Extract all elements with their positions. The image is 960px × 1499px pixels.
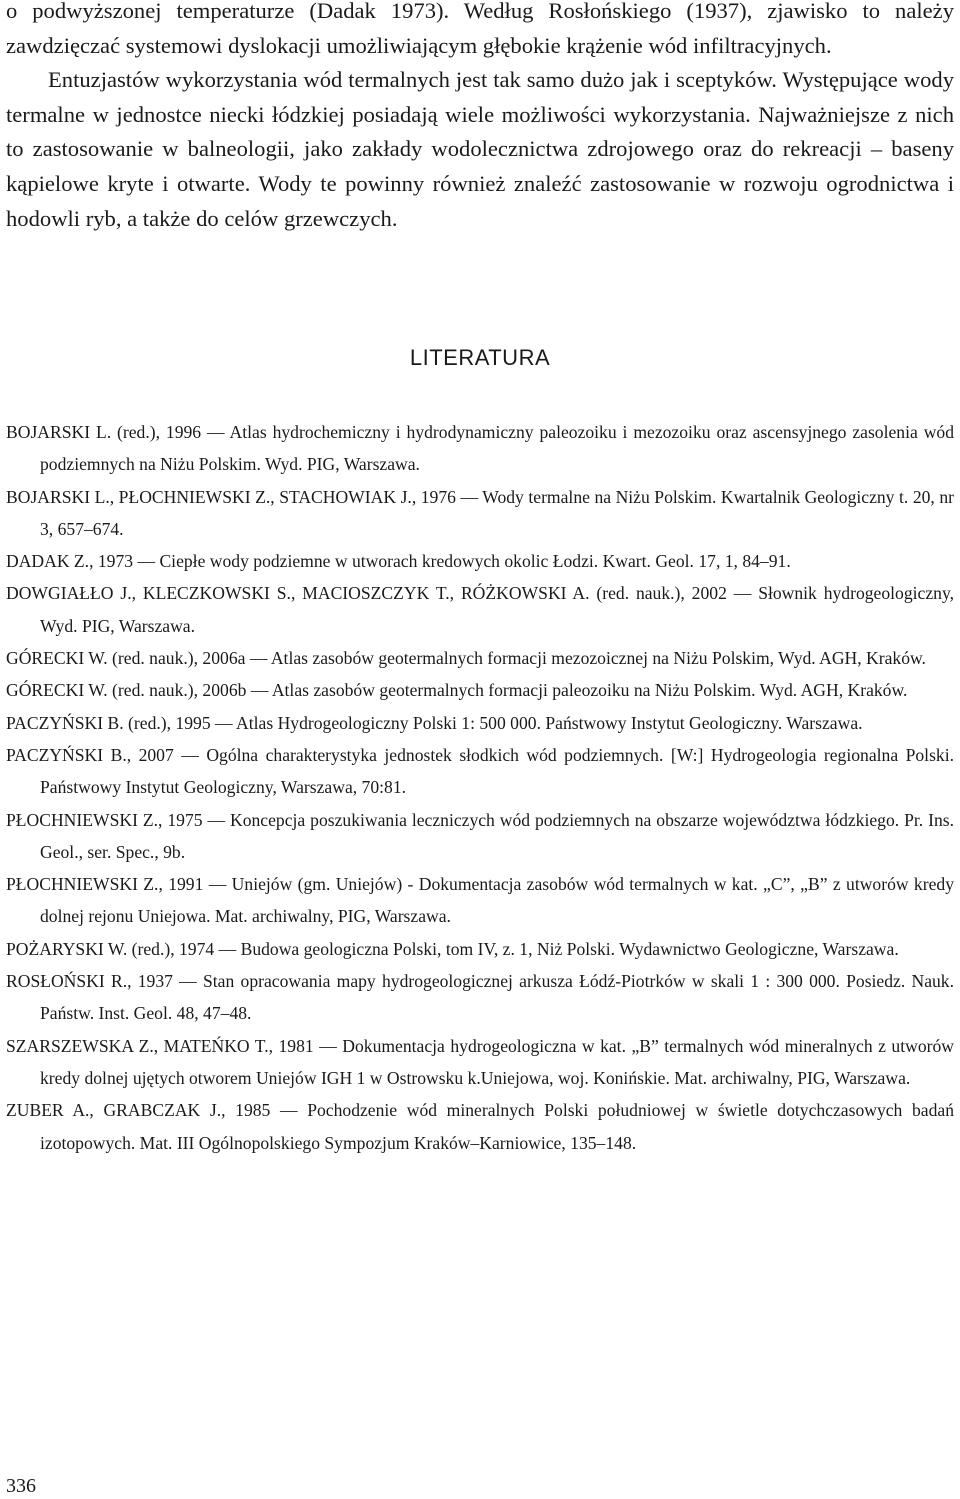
body-text — [6, 0, 954, 236]
reference-item: PŁOCHNIEWSKI Z., 1991 — Uniejów (gm. Uniejów) - Dokumentacja zasobów wód termalnych w kat. „C”, „B” z utworów kredy dolnej rejonu Uniejowa. Mat. archiwalny, PIG, Warszawa. — [6, 874, 954, 927]
reference-item: DADAK Z., 1973 — Ciepłe wody podziemne w utworach kredowych okolic Łodzi. Kwart. Geol. 17, 1, 84–91. — [6, 551, 791, 572]
reference-item: POŻARYSKI W. (red.), 1974 — Budowa geologiczna Polski, tom IV, z. 1, Niż Polski. Wydawnictwo Geologiczne, Warszawa. — [6, 938, 899, 959]
reference-item: PACZYŃSKI B., 2007 — Ogólna charakterystyka jednostek słodkich wód podziemnych. [W:] Hydrogeologia regionalna Polski. Państwowy Instytut Geologiczny, Warszawa, 70:81. — [6, 744, 954, 798]
reference-item: BOJARSKI L. (red.), 1996 — Atlas hydrochemiczny i hydrodynamiczny paleozoiku i mezozoiku oraz ascensyjnego zasolenia wód podziemnych na Niżu Polskim. Wyd. PIG, Warszawa. — [6, 422, 954, 475]
paragraph-thermal-waters: Entuzjastów wykorzystania wód termalnych jest tak samo dużo jak i sceptyków. Występujące wody termalne w jednostce niecki łódzkiej posiadają wiele możliwości wykorzystania. Najważniejsze z nich to zastosowanie w balneologii, jako zakłady wodolecznictwa zdrojowego oraz do rekreacji – baseny kąpielowe kryte i otwarte. Wody te powinny również znaleźć zastosowanie w rozwoju ogrodnictwa i hodowli ryb, a także do celów grzewczych. — [6, 67, 954, 231]
paragraph-continuation: o podwyższonej temperaturze (Dadak 1973). Według Rosłońskiego (1937), zjawisko to należy zawdzięczać systemowi dyslokacji umożliwiającym głębokie krążenie wód infiltracyjnych. — [6, 0, 954, 58]
reference-item: GÓRECKI W. (red. nauk.), 2006a — Atlas zasobów geotermalnych formacji mezozoicznej na Niżu Polskim, Wyd. AGH, Kraków. — [6, 648, 926, 669]
reference-item: GÓRECKI W. (red. nauk.), 2006b — Atlas zasobów geotermalnych formacji paleozoiku na Niżu Polskim. Wyd. AGH, Kraków. — [6, 680, 908, 701]
reference-item: SZARSZEWSKA Z., MATEŃKO T., 1981 — Dokumentacja hydrogeologiczna w kat. „B” termalnych wód mineralnych z utworów kredy dolnej ujętych otworem Uniejów IGH 1 w Ostrowsku k.Uniejowa, woj. Konińskie. Mat. archiwalny, PIG, Warszawa. — [6, 1035, 954, 1088]
reference-item: PACZYŃSKI B. (red.), 1995 — Atlas Hydrogeologiczny Polski 1: 500 000. Państwowy Instytut Geologiczny. Warszawa. — [6, 712, 863, 733]
reference-list — [6, 416, 954, 1159]
page-number: 336 — [6, 1475, 36, 1497]
reference-item: ROSŁOŃSKI R., 1937 — Stan opracowania mapy hydrogeologicznej arkusza Łódź-Piotrków w skali 1 : 300 000. Posiedz. Nauk. Państw. Inst. Geol. 48, 47–48. — [6, 971, 954, 1024]
reference-item: ZUBER A., GRABCZAK J., 1985 — Pochodzenie wód mineralnych Polski południowej w świetle dotychczasowych badań izotopowych. Mat. III Ogólnopolskiego Sympozjum Kraków–Karniowice, 135–148. — [6, 1100, 954, 1153]
reference-item: PŁOCHNIEWSKI Z., 1975 — Koncepcja poszukiwania leczniczych wód podziemnych na obszarze województwa łódzkiego. Pr. Ins. Geol., ser. Spec., 9b. — [6, 809, 954, 862]
reference-item: DOWGIAŁŁO J., KLECZKOWSKI S., MACIOSZCZYK T., RÓŻKOWSKI A. (red. nauk.), 2002 — Słownik hydrogeologiczny, Wyd. PIG, Warszawa. — [6, 583, 954, 636]
literature-heading: LITERATURA — [409, 345, 551, 370]
reference-item: BOJARSKI L., PŁOCHNIEWSKI Z., STACHOWIAK J., 1976 — Wody termalne na Niżu Polskim. Kwartalnik Geologiczny t. 20, nr 3, 657–674. — [6, 486, 954, 539]
